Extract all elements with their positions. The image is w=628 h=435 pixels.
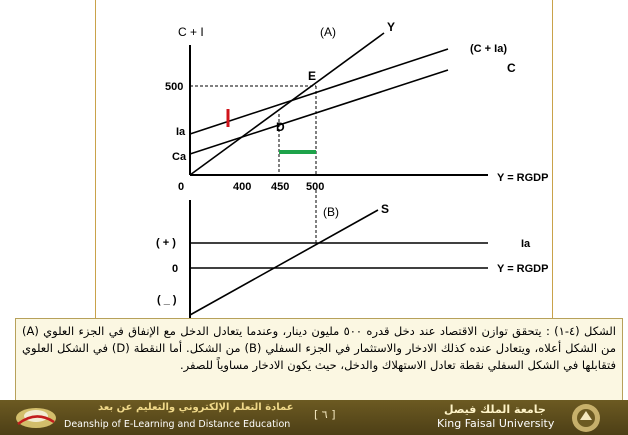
- upper-x-axis-label: Y = RGDP: [497, 172, 549, 184]
- point-e-label: E: [308, 69, 317, 83]
- line-c-label: C: [507, 61, 516, 75]
- upper-xtick-0: 0: [178, 181, 185, 193]
- upper-ytick-ca: Ca: [172, 151, 187, 163]
- line-saving-label: S: [381, 202, 390, 216]
- university-english: King Faisal University: [437, 417, 555, 430]
- lower-line-ia-label: Ia: [521, 238, 531, 250]
- upper-xtick-450: 450: [271, 181, 290, 193]
- deanship-english: Deanship of E-Learning and Distance Education: [64, 419, 291, 430]
- elearning-logo-icon: [12, 402, 60, 432]
- figure-caption: الشكل (٤-١) : يتحقق توازن الاقتصاد عند دخل قدره ٥٠٠ مليون دينار، وعندما يتعادل الدخل مع الإنفاق في الجزء العلوي (A) من الشكل أعلاه، ويتعادل عنده كذلك الادخار والاستثمار في الجزء السفلي (B) من الشكل. أما النقطة (D) في الشكل العلوي فتقابلها في الشكل السفلي نقطة تعادل الاستهلاك والدخل، حيث يكون الادخار مساوياً للصفر.: [15, 318, 623, 402]
- panel-label-a: (A): [320, 25, 336, 39]
- panel-label-b: (B): [323, 205, 339, 219]
- upper-ytick-500: 500: [165, 81, 184, 93]
- line-y-label: Y: [387, 20, 396, 34]
- point-d-label: D: [276, 120, 285, 134]
- upper-xtick-400: 400: [233, 181, 252, 193]
- upper-xtick-500: 500: [306, 181, 325, 193]
- upper-ytick-ia: Ia: [176, 126, 186, 138]
- lower-ytick-zero: 0: [172, 263, 179, 275]
- lower-ytick-plus: ( + ): [156, 237, 176, 249]
- footer-bar: [0, 400, 628, 435]
- upper-y-axis-label: C + I: [178, 25, 204, 39]
- line-saving: [190, 210, 378, 315]
- university-logo-icon: [566, 402, 606, 434]
- lower-x-axis-label: Y = RGDP: [497, 263, 549, 275]
- deanship-arabic: عمادة التعلم الإلكتروني والتعليم عن بعد: [98, 402, 294, 413]
- lower-ytick-minus: ( _ ): [157, 294, 177, 306]
- line-c-plus-i-label: (C + Ia): [470, 43, 507, 55]
- page-number: [ ٦ ]: [314, 408, 336, 421]
- university-arabic: جامعة الملك فيصل: [444, 403, 546, 416]
